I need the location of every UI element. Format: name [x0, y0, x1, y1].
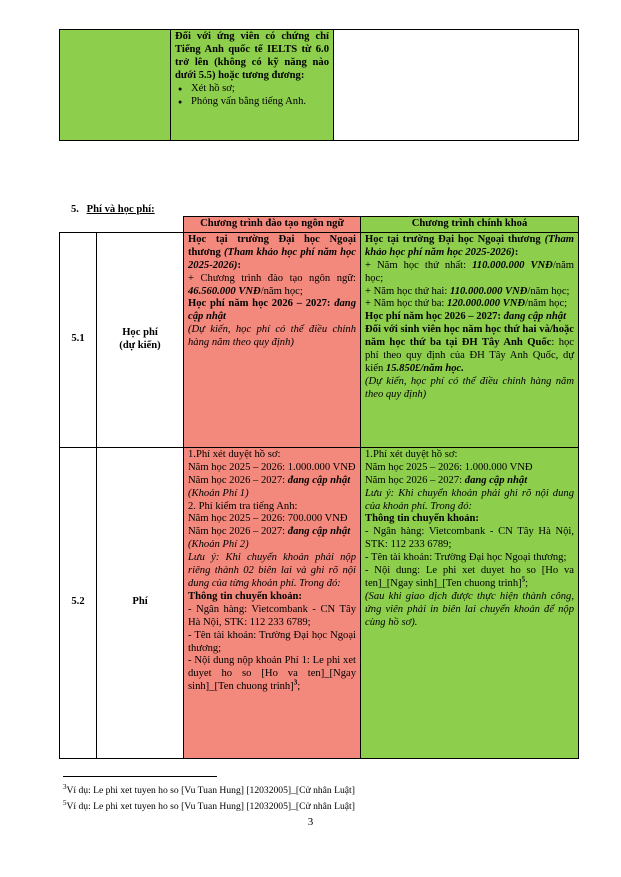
section-heading — [71, 204, 155, 215]
main-fee-1-title: 1.Phí xét duyệt hồ sơ: — [365, 448, 458, 460]
lang-program-unit: /năm học; — [260, 285, 303, 297]
main-tuition-note: (Dự kiến, học phí có thể điều chỉnh hàng năm theo quy định) — [365, 375, 574, 400]
uwe-heading: Đối với sinh viên học năm học thứ hai và/hoặc năm học thứ ba tại ĐH Tây Anh Quốc — [365, 324, 574, 349]
main-fee-1-current: Năm học 2025 – 2026: 1.000.000 VNĐ — [365, 461, 533, 473]
lang-tuition-colon: : — [237, 259, 241, 271]
top-table-green-cell — [60, 30, 171, 141]
main-account-name: - Tên tài khoản: Trường Đại học Ngoại thương; — [365, 552, 567, 564]
lang-fee-1-next-status: đang cập nhật — [287, 474, 351, 486]
year-3-fee: 120.000.000 VNĐ — [447, 298, 526, 310]
page-number: 3 — [307, 816, 314, 828]
uwe-fee: 15.850£/năm học. — [385, 362, 464, 374]
year-2-unit: /năm học; — [527, 285, 570, 297]
footnote-3-text: Ví dụ: Le phi xet tuyen ho so [Vu Tuan Hung] [12032005]_[Cử nhân Luật] — [66, 785, 355, 796]
lang-fee-2-title: 2. Phí kiểm tra tiếng Anh: — [188, 500, 298, 512]
main-bank-info: - Ngân hàng: Vietcombank - CN Tây Hà Nội, STK: 112 233 6789; — [365, 526, 574, 551]
footnote-5 — [63, 798, 355, 813]
lang-fee-2-next-status: đang cập nhật — [287, 526, 351, 538]
footnotes — [63, 782, 355, 813]
header-language-program: Chương trình đào tạo ngôn ngữ — [184, 217, 361, 233]
fees-language-cell — [184, 447, 361, 758]
footnote-3 — [63, 782, 355, 797]
ielts-bullets — [175, 83, 329, 109]
main-fee-1-next-status: đang cập nhật — [464, 474, 528, 486]
main-tuition-ref: (Tham khảo học phí năm học 2025-2026) — [365, 233, 575, 258]
uwe-text: : học phí theo quy định của ĐH Tây Anh Quốc, dự kiến — [365, 337, 575, 374]
main-transfer-heading: Thông tin chuyển khoản: — [365, 513, 479, 525]
lang-tuition-note: (Dự kiến, học phí có thể điều chỉnh hàng năm theo quy định) — [188, 324, 356, 349]
lang-program-label: + Chương trình đào tạo ngôn ngữ: — [188, 272, 356, 284]
year-3-label: + Năm học thứ ba: — [365, 298, 445, 310]
tuition-label: Học phí — [122, 327, 158, 338]
year-1-fee: 110.000.000 VNĐ — [472, 259, 553, 271]
lang-next-year-label: Học phí năm học 2026 – 2027: — [188, 298, 331, 310]
footnote-5-mark: 5 — [63, 798, 67, 807]
tuition-sublabel: (dự kiến) — [119, 339, 161, 351]
footnote-ref-5: 5 — [521, 575, 526, 584]
section-title: Phí và học phí: — [86, 204, 155, 215]
header-main-program: Chương trình chính khoá — [361, 217, 579, 233]
footnote-separator — [63, 776, 217, 777]
ielts-cell — [171, 30, 334, 141]
header-spacer — [60, 217, 97, 233]
lang-transfer-content: - Nội dung nộp khoản Phí 1: Le phi xet duyet ho so [Ho va ten]_[Ngay sinh]_[Ten chuong trinh] — [188, 655, 356, 693]
main-receipt-note: (Sau khi giao dịch được thực hiện thành công, ứng viên phải in biên lai chuyển khoản để nộp cùng hồ sơ). — [365, 590, 574, 628]
ielts-text: Đối với ứng viên có chứng chỉ Tiếng Anh quốc tế IELTS từ 6.0 trở lên (không có kỹ năng nào dưới 5.5) hoặc tương đương: — [175, 31, 329, 81]
top-table — [59, 29, 579, 141]
main-fee-1-next-label: Năm học 2026 – 2027: — [365, 474, 463, 486]
lang-program-fee: 46.560.000 VNĐ — [188, 285, 261, 297]
main-next-year-label: Học phí năm học 2026 – 2027: — [365, 311, 501, 323]
row-5-1-number: 5.1 — [60, 232, 97, 447]
year-3-unit: /năm học; — [525, 298, 568, 310]
main-tuition-heading: Học tại trường Đại học Ngoại thương — [365, 233, 541, 245]
main-tuition-colon: : — [514, 246, 519, 258]
main-next-year-status: đang cập nhật — [503, 311, 567, 323]
tuition-language-cell — [184, 232, 361, 447]
row-5-2-label: Phí — [97, 447, 184, 758]
row-5-2-number: 5.2 — [60, 447, 97, 758]
section-number: 5. — [71, 204, 79, 215]
lang-fee-2-current: Năm học 2025 – 2026: 700.000 VNĐ — [188, 513, 348, 525]
footnote-3-mark: 3 — [63, 782, 67, 791]
lang-next-year-status: đang cập nhật — [188, 298, 356, 323]
ielts-bullet-2: ● Phỏng vấn bằng tiếng Anh. — [175, 96, 329, 109]
tuition-main-cell — [361, 232, 579, 447]
lang-bank-info: - Ngân hàng: Vietcombank - CN Tây Hà Nội, STK: 112 233 6789; — [188, 603, 356, 628]
lang-fee-1-current: Năm học 2025 – 2026: 1.000.000 VNĐ — [188, 461, 356, 473]
lang-transfer-heading: Thông tin chuyển khoản: — [188, 590, 302, 602]
main-transfer-content: - Nội dung: Le phi xet duyet ho so [Ho va ten]_[Ngay sinh]_[Ten chuong trinh] — [365, 565, 574, 589]
fees-main-cell — [361, 447, 579, 758]
header-spacer-2 — [97, 217, 184, 233]
lang-fee-2-next-label: Năm học 2026 – 2027: — [188, 526, 286, 538]
lang-account-name: - Tên tài khoản: Trường Đại học Ngoại thương; — [188, 629, 356, 654]
lang-fee-2-code: (Khoản Phí 2) — [188, 539, 249, 551]
main-payment-note: Lưu ý: Khi chuyển khoản phải ghi rõ nội dung của khoản phí. Trong đó: — [365, 487, 574, 512]
year-2-fee: 110.000.000 VNĐ — [449, 285, 528, 297]
main-transfer-end: ; — [525, 577, 529, 589]
lang-fee-1-next-label: Năm học 2026 – 2027: — [188, 474, 286, 486]
year-1-unit: /năm học; — [365, 259, 575, 284]
lang-fee-1-code: (Khoản Phí 1) — [188, 487, 249, 499]
footnote-ref-3: 3 — [293, 678, 298, 687]
lang-tuition-heading: Học tại trường Đại học Ngoại thương — [188, 233, 356, 258]
ielts-bullet-1: ● Xét hồ sơ; — [175, 83, 329, 96]
lang-tuition-ref: (Tham khảo học phí năm học 2025-2026) — [188, 246, 356, 271]
top-table-empty-cell — [334, 30, 579, 141]
fee-table — [59, 216, 579, 759]
footnote-5-text: Ví dụ: Le phi xet tuyen ho so [Vu Tuan Hung] [12032005]_[Cử nhân Luật] — [66, 801, 355, 812]
year-2-label: + Năm học thứ hai: — [365, 285, 448, 297]
lang-payment-note: Lưu ý: Khi chuyển khoản phải nộp riêng thành 02 biên lai và ghi rõ nội dung của từng khoản phí. Trong đó: — [188, 552, 356, 589]
lang-transfer-end: ; — [297, 681, 301, 693]
lang-fee-1-title: 1.Phí xét duyệt hồ sơ: — [188, 448, 281, 460]
year-1-label: + Năm học thứ nhất: — [365, 259, 467, 271]
row-5-1-label — [97, 232, 184, 447]
